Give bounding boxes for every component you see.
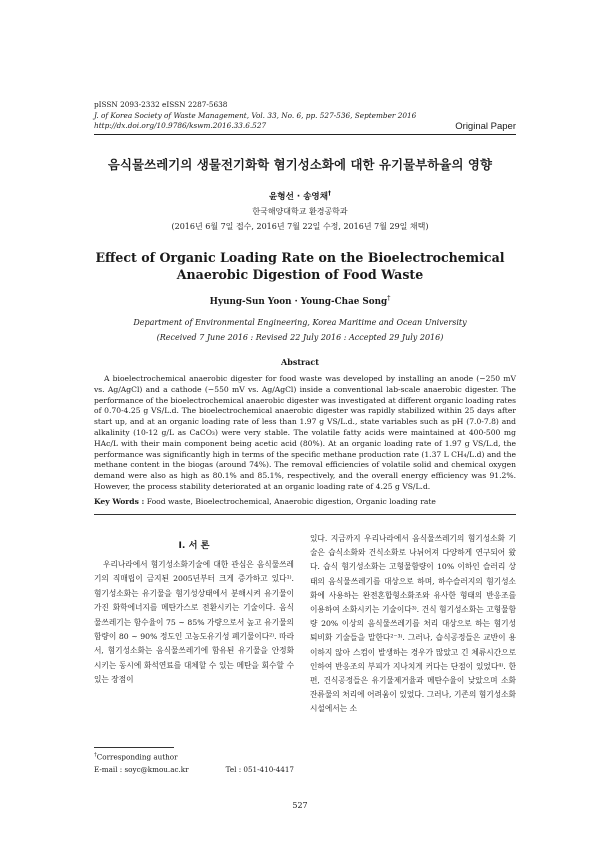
english-title-line1: Effect of Organic Loading Rate on the Bioelectrochemical [95, 250, 505, 265]
korean-author-mark: † [328, 190, 332, 198]
english-title [0, 249, 600, 283]
page-number: 527 [292, 801, 308, 810]
english-author-names: Hyung-Sun Yoon · Young-Chae Song [209, 296, 388, 307]
intro-left-column: 우리나라에서 혐기성소화기술에 대한 관심은 음식물쓰레기의 직매립이 금지된 2005년부터 크게 증가하고 있다¹⁾. 혐기성소화는 유기물을 혐기성상태에서 분해시켜 유기물이 가진 화학에너지를 메탄가스로 전환시키는 기술이다. 음식물쓰레기는 함수율이 75 ~ 85% 가량으로서 높고 유기물의 함량이 80 ~ 90% 정도인 고농도유기성 폐기물이다²⁾. 따라서, 혐기성소화는 음식물쓰레기에 함유된 유기물을 안정화시키는 동시에 화석연료를 대체할 수 있는 메탄을 회수할 수 있는 장점이 [94, 560, 294, 685]
english-authors [0, 295, 600, 307]
abstract-heading: Abstract [281, 357, 319, 367]
section-heading-introduction: I. 서 론 [178, 540, 210, 551]
english-dates: (Received 7 June 2016 : Revised 22 July 2016 : Accepted 29 July 2016) [156, 333, 444, 342]
korean-affiliation: 한국해양대학교 환경공학과 [252, 207, 348, 216]
journal-header [94, 100, 516, 132]
korean-title: 음식물쓰레기의 생물전기화학 혐기성소화에 대한 유기물부하율의 영향 [107, 157, 493, 172]
header-divider [94, 134, 516, 135]
abstract-body: A bioelectrochemical anaerobic digester for food waste was developed by installing an anode (−250 mV vs. Ag/AgCl) and a cathode (−550 mV vs. Ag/AgCl) inside a conventional lab-scale anaerobic digester. The performance of the bioelectrochemical anaerobic digester was investigated at different organic loading rates of 0.70-4.25 g VS/L.d. The bioelectrochemical anaerobic digester was rapidly stabilized within 25 days after start up, and at an organic loading rate of less than 1.97 g VS/L.d., state variables such as pH (7.0-7.8) and alkalinity (10-12 g/L as CaCO₃) were very stable. The volatile fatty acids were maintained at 400-500 mg HAc/L with their main component being acetic acid (80%). At an organic loading rate of 1.97 g VS/L.d, the performance was significantly high in terms of the specific methane production rate (1.37 L CH₄/L.d) and the methane content in the biogas (around 74%). The removal efficiencies of volatile solid and chemical oxygen demand were also as high as 80.1% and 85.1%, respectively, and the overall energy efficiency was 91.2%. However, the process stability deteriorated at an organic loading rate of 4.25 g VS/L.d. [94, 374, 516, 491]
english-affiliation: Department of Environmental Engineering, Korea Maritime and Ocean University [133, 318, 467, 327]
footnote-corresponding [94, 752, 178, 761]
keywords-divider [94, 514, 516, 515]
corresponding-label: Corresponding author [96, 752, 178, 762]
keywords [94, 497, 516, 508]
issn-line: pISSN 2093-2332 eISSN 2287-5638 [94, 100, 228, 109]
korean-dates: (2016년 6월 7일 접수, 2016년 7월 22일 수정, 2016년 7월 29일 채택) [171, 222, 429, 231]
intro-right-column: 있다. 지금까지 우리나라에서 음식물쓰레기의 혐기성소화 기술은 습식소화와 건식소화로 나뉘어져 다양하게 연구되어 왔다. 습식 혐기성소화는 고형물함량이 10% 이하인 슬러리 상태의 음식물쓰레기를 대상으로 하며, 하수슬러지의 혐기성소화에 사용하는 완전혼합형소화조와 유사한 형태의 반응조를 이용하여 소화시키는 기술이다³⁾. 건식 혐기성소화는 고형물함량 20% 이상의 음식물쓰레기를 처리 대상으로 하는 혐기성 퇴비화 기술들을 말한다²⁻³⁾. 그러나, 습식공정들은 교반이 용이하지 않아 스컴이 발생하는 경우가 많았고 긴 체류시간으로 인하여 반응조의 부피가 지나치게 커다는 단점이 있었다⁴⁾. 한편, 건식공정들은 유기물제거율과 메탄수율이 낮았으며 소화 잔류물의 처리에 어려움이 있었다. 그러나, 기존의 혐기성소화 시설에서는 소 [310, 534, 516, 714]
english-title-line2: Anaerobic Digestion of Food Waste [176, 267, 424, 282]
doi-link[interactable]: http://dx.doi.org/10.9786/kswm.2016.33.6.527 [94, 121, 267, 130]
korean-author-names: 윤형선 · 송영채 [268, 192, 329, 202]
footnote-mark: † [94, 752, 97, 758]
keywords-text: Food waste, Bioelectrochemical, Anaerobic digestion, Organic loading rate [146, 497, 436, 506]
keywords-label: Key Words : [94, 497, 145, 506]
footnote-contact [94, 765, 294, 774]
telephone: Tel : 051-410-4417 [225, 765, 294, 774]
article-type-label: Original Paper [455, 121, 516, 132]
english-author-mark: † [387, 295, 391, 302]
journal-citation: J. of Korea Society of Waste Management, Vol. 33, No. 6, pp. 527-536, September 2016 [94, 110, 417, 120]
footnote-divider [94, 747, 174, 748]
email-address[interactable]: E-mail : soyc@kmou.ac.kr [94, 765, 189, 774]
korean-authors [0, 190, 600, 202]
